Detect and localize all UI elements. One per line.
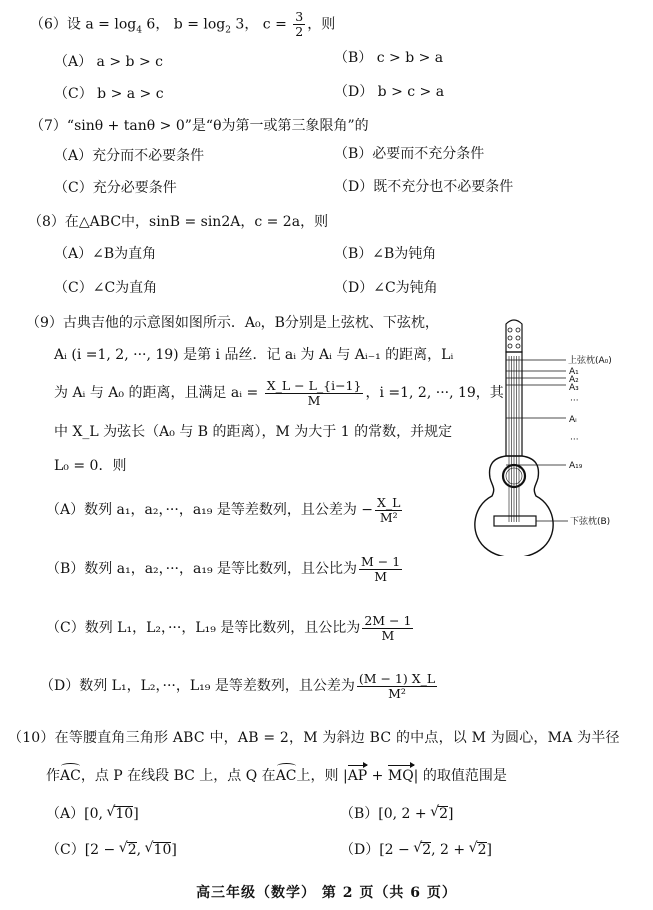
q10-a-pre: （A）[0, — [46, 806, 108, 822]
q10-arc-ac-2: AC — [275, 768, 297, 784]
q10-d-post: ] — [486, 842, 492, 858]
q9-d-num: (M − 1) X_L — [358, 670, 436, 686]
q9-b-frac — [359, 555, 402, 584]
q9-option-d — [40, 670, 439, 702]
guitar-bridge — [494, 516, 536, 526]
q10-line2-mid: ，点 P 在线段 BC 上，点 Q 在 — [80, 768, 276, 784]
q8-option-b: （B）∠B为钝角 — [334, 246, 437, 262]
q6-stem — [30, 10, 335, 44]
q9-c-frac — [362, 614, 413, 643]
fig-label-top: 上弦枕(A₀) — [568, 356, 612, 366]
fig-label-dots1: ··· — [570, 396, 579, 406]
fig-label-a19: A₁₉ — [569, 461, 583, 471]
q10-c-pre: （C）[2 − — [46, 842, 120, 858]
q9-b-num: M − 1 — [361, 553, 401, 569]
q8-option-d: （D）∠C为钝角 — [334, 280, 438, 296]
q9-d-pre: （D）数列 L₁，L₂，···，L₁₉ 是等差数列，且公差为 — [40, 678, 355, 694]
q6-option-b: （B） c > b > a — [334, 50, 444, 66]
q9-c-num: 2M − 1 — [364, 612, 412, 628]
q6-b-sub: 2 — [225, 25, 231, 36]
q10-b-post: ] — [448, 806, 454, 822]
q10-option-b — [340, 804, 454, 824]
fig-label-bottom: 下弦枕(B) — [570, 517, 611, 527]
q8-stem: （8）在△ABC中，sinB = sin2A，c = 2a，则 — [28, 214, 329, 230]
q9-option-c — [46, 612, 415, 644]
q10-b-pre: （B）[0, 2 + — [340, 806, 432, 822]
q10-vector-ap: AP — [347, 768, 368, 784]
q10-c-sqrt2: √ 10 — [153, 842, 172, 858]
q10-line2-pre: 作 — [46, 768, 60, 784]
q10-plus: + — [367, 768, 388, 784]
guitar-figure — [462, 316, 652, 556]
q6-stem-pre: （6）设 — [30, 16, 81, 33]
q10-a-post: ] — [133, 806, 139, 822]
q6-b-def: b = log — [173, 16, 226, 33]
q6-stem-post: ，则 — [307, 16, 336, 33]
q10-line2-post: | 的取值范围是 — [413, 768, 507, 784]
q8-option-a: （A）∠B为直角 — [54, 246, 157, 262]
q10-b-sqrt: √ 2 — [438, 806, 448, 822]
q9-line4: 中 X_L 为弦长（A₀ 与 B 的距离），M 为大于 1 的常数，并规定 — [54, 424, 453, 440]
q9-c-den: M — [381, 627, 395, 643]
q9-line3 — [54, 378, 504, 408]
fig-label-a2: A₂ — [569, 375, 579, 385]
q9-line3-num: X_L − L_{i−1} — [266, 377, 362, 393]
q10-d-sqrt: √ 2 — [421, 842, 431, 858]
q6-c-def: c = — [262, 16, 287, 33]
q8-option-c: （C）∠C为直角 — [54, 280, 158, 296]
q9-line3-post: ，i =1, 2, ···, 19，其 — [365, 385, 504, 401]
q10-option-a — [46, 804, 139, 824]
q9-line3-pre: 为 Aᵢ 与 A₀ 的距离，且满足 aᵢ = — [54, 385, 259, 401]
q6-c-den: 2 — [295, 24, 304, 39]
q7-option-c: （C）充分必要条件 — [54, 180, 177, 196]
fig-label-dots2: ··· — [570, 435, 579, 445]
q10-a-sqrt: √ 10 — [114, 806, 133, 822]
q9-c-pre: （C）数列 L₁，L₂，···，L₁₉ 是等比数列，且公比为 — [46, 620, 361, 636]
q10-d-mid: , 2 + — [431, 842, 470, 858]
q7-stem: （7）“sinθ + tanθ > 0”是“θ为第一或第三象限角”的 — [30, 118, 369, 134]
q9-a-pre: （A）数列 a₁，a₂，···，a₁₉ 是等差数列，且公差为 − — [46, 502, 374, 518]
q9-line1: （9）古典吉他的示意图如图所示．A₀，B分别是上弦枕、下弦枕， — [26, 315, 439, 331]
q10-line2 — [46, 766, 507, 786]
q7-option-b: （B）必要而不充分条件 — [334, 146, 485, 162]
q9-line5: L₀ = 0．则 — [54, 458, 127, 474]
q10-option-c — [46, 840, 177, 860]
q9-a-frac — [375, 496, 402, 525]
q10-vector-mq: MQ — [387, 768, 414, 784]
q9-a-den: M² — [379, 509, 398, 525]
fig-label-a1: A₁ — [569, 367, 579, 377]
q9-a-num: X_L — [377, 494, 401, 510]
q7-option-d: （D）既不充分也不必要条件 — [334, 179, 514, 195]
q9-d-den: M² — [388, 685, 406, 701]
page-footer: 高三年级（数学） 第 2 页（共 6 页） — [196, 885, 457, 901]
q6-option-d: （D） b > c > a — [334, 84, 445, 100]
q9-line3-den: M — [307, 392, 321, 408]
q9-d-frac — [357, 672, 437, 701]
q9-a-fraction — [265, 379, 364, 408]
q6-b-arg: 3， — [230, 16, 259, 33]
q9-option-b — [46, 553, 404, 585]
fig-label-ai: Aᵢ — [569, 415, 577, 425]
q10-line1: （10）在等腰直角三角形 ABC 中，AB = 2，M 为斜边 BC 的中点，以 M 为圆心，MA 为半径 — [8, 730, 620, 746]
q10-d-pre: （D）[2 − — [340, 842, 415, 858]
q6-a-arg: 6， — [141, 16, 170, 33]
q6-c-fraction — [293, 10, 305, 39]
q10-arc-ac-1: AC — [60, 768, 81, 784]
q9-line2: Aᵢ (i =1, 2, ···, 19) 是第 i 品丝．记 aᵢ 为 Aᵢ 与 Aᵢ₋₁ 的距离，Lᵢ — [54, 347, 454, 363]
q10-c-mid: , — [136, 842, 146, 858]
q7-option-a: （A）充分而不必要条件 — [54, 148, 205, 164]
q10-option-d — [340, 840, 492, 860]
q9-b-pre: （B）数列 a₁，a₂，···，a₁₉ 是等比数列，且公比为 — [46, 561, 358, 577]
fig-label-a3: A₃ — [569, 383, 579, 393]
q6-option-a: （A） a > b > c — [54, 54, 163, 70]
q6-a-def: a = log — [85, 16, 137, 33]
q9-b-den: M — [374, 568, 388, 584]
q6-option-c: （C） b > a > c — [54, 86, 164, 102]
q10-c-post: ] — [171, 842, 177, 858]
q9-option-a — [46, 494, 404, 526]
q10-c-sqrt: √ 2 — [127, 842, 137, 858]
q10-d-sqrt2: √ 2 — [477, 842, 487, 858]
q6-a-sub: 4 — [136, 25, 142, 36]
q10-line2-mid2: 上，则 | — [296, 768, 348, 784]
q6-c-num: 3 — [295, 9, 304, 24]
